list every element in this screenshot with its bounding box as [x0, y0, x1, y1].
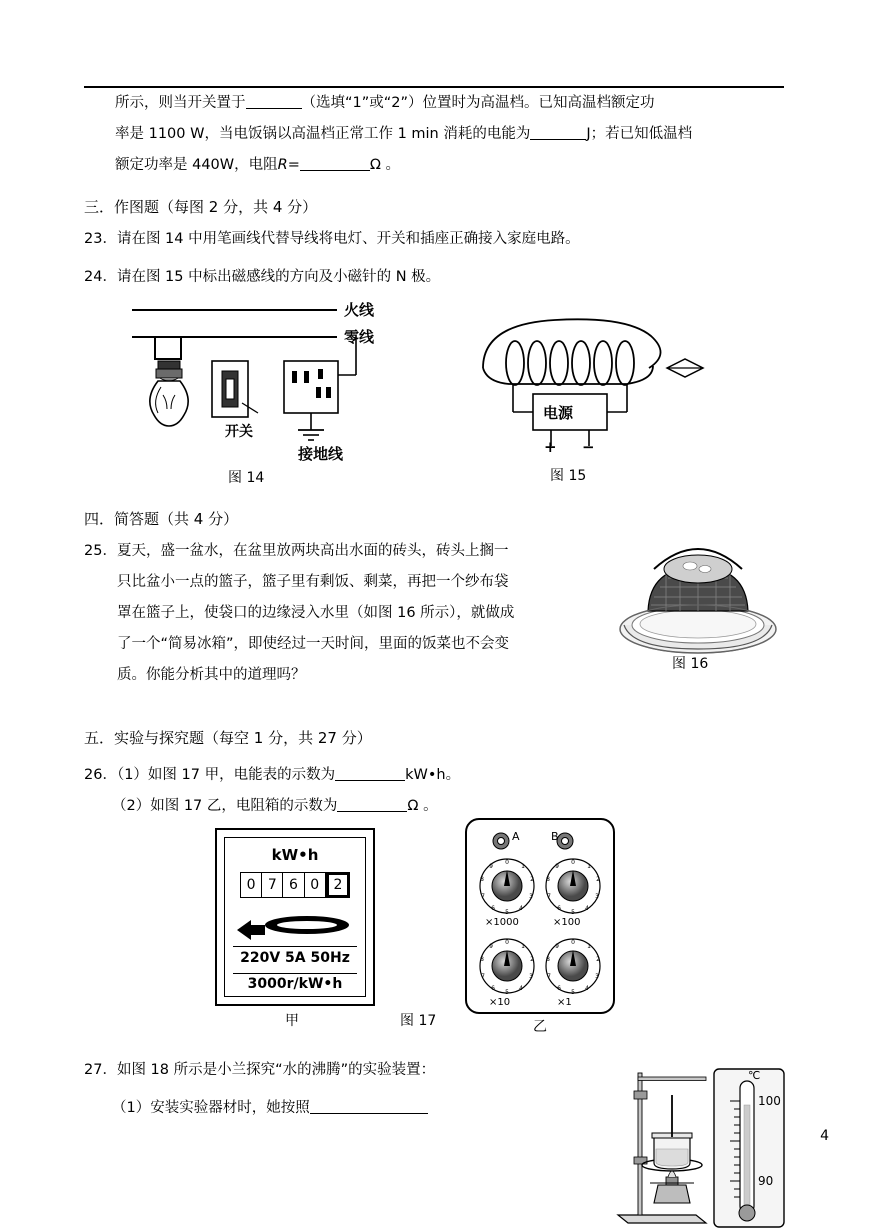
svg-text:9: 9 [555, 863, 559, 870]
section-4-heading: 四．简答题（共 4 分） [84, 510, 239, 528]
live-wire-label: 火线 [344, 301, 375, 319]
register-digit: 6 [283, 873, 304, 897]
blank-field[interactable] [300, 156, 370, 171]
question-26-part2 [112, 791, 438, 822]
figure-16-caption: 图 16 [672, 656, 709, 672]
switch-label: 开关 [225, 424, 253, 440]
question-25-number [84, 536, 117, 567]
svg-text:6: 6 [491, 985, 495, 992]
question-27-part1 [112, 1093, 428, 1124]
power-source-label: 电源 [543, 404, 574, 422]
q22-line-1 [115, 88, 655, 119]
question-26 [84, 760, 460, 791]
meter-divider [233, 946, 357, 947]
thermometer-tick-90: 90 [758, 1174, 774, 1188]
svg-text:1: 1 [587, 863, 591, 870]
q26-part1-text: （1）如图 17 甲，电能表的示数为 [116, 767, 336, 783]
meter-spec-voltage: 220V 5A 50Hz [240, 950, 350, 966]
svg-text:4: 4 [519, 905, 523, 912]
dial-x10-label: ×10 [489, 997, 511, 1008]
svg-text:1: 1 [521, 943, 525, 950]
figure-17-meter [215, 828, 375, 1029]
q25-line-1: 夏天，盛一盆水，在盆里放两块高出水面的砖头，砖头上搁一 [117, 543, 509, 559]
svg-text:0: 0 [505, 859, 509, 866]
q24-text: 请在图 15 中标出磁感线的方向及小磁针的 N 极。 [116, 269, 441, 285]
question-23 [84, 224, 580, 255]
terminal-a-label: A [512, 830, 520, 843]
figure-15 [455, 290, 745, 490]
meter-register [240, 872, 350, 898]
svg-text:9: 9 [489, 943, 493, 950]
negative-terminal-label: − [582, 438, 595, 456]
q23-number: 23． [84, 231, 117, 247]
page-number: 4 [820, 1128, 829, 1144]
svg-text:1: 1 [587, 943, 591, 950]
figure-17-jia-label: 甲 [285, 1013, 299, 1029]
svg-text:8: 8 [480, 956, 484, 963]
question-27 [84, 1055, 435, 1086]
q25-number: 25． [84, 543, 117, 559]
svg-text:7: 7 [481, 893, 485, 900]
meter-unit-label: kW•h [271, 846, 319, 864]
symbol-R: R [277, 157, 288, 173]
svg-text:5: 5 [505, 989, 509, 996]
figure-14 [120, 295, 410, 485]
figure-16 [610, 525, 785, 675]
figure-18 [610, 1065, 790, 1230]
q22-text-d: J；若已知低温档 [586, 126, 693, 142]
svg-text:6: 6 [557, 985, 561, 992]
figure-14-caption: 图 14 [228, 470, 265, 486]
section-5-heading: 五．实验与探究题（每空 1 分，共 27 分） [84, 729, 372, 747]
neutral-wire-label: 零线 [344, 328, 375, 346]
question-24 [84, 262, 440, 293]
positive-terminal-label: + [544, 438, 557, 456]
blank-field[interactable] [335, 766, 405, 781]
dial-x100-label: ×100 [553, 917, 581, 928]
q22-line-3 [115, 150, 400, 181]
svg-text:5: 5 [571, 909, 575, 916]
q22-text-e: 额定功率是 440W，电阻 [115, 157, 278, 173]
meter-divider-2 [233, 973, 357, 974]
register-digit: 0 [241, 873, 262, 897]
svg-text:2: 2 [530, 956, 534, 963]
terminal-b-label: B [551, 830, 559, 843]
q25-line-3: 罩在篮子上，使袋口的边缘浸入水里（如图 16 所示），就做成 [117, 605, 515, 621]
figure-15-drawing [455, 290, 745, 490]
svg-text:2: 2 [596, 876, 600, 883]
svg-text:8: 8 [546, 956, 550, 963]
svg-text:4: 4 [519, 985, 523, 992]
q27-number: 27． [84, 1062, 117, 1078]
svg-text:0: 0 [505, 939, 509, 946]
section-3-heading: 三．作图题（每图 2 分，共 4 分） [84, 198, 318, 216]
figure-17-resistance-box [465, 818, 615, 1035]
thermometer-tick-100: 100 [758, 1094, 781, 1108]
q22-text-b: （选填“1”或“2”）位置时为高温档。已知高温档额定功 [301, 95, 655, 111]
question-25-body [117, 536, 597, 691]
q22-text-g: Ω 。 [369, 157, 401, 173]
q26-part1-unit: kW•h。 [405, 767, 461, 783]
svg-text:7: 7 [481, 973, 485, 980]
resistance-box-terminals [465, 826, 615, 856]
figure-17-yi-label: 乙 [533, 1019, 547, 1035]
svg-text:7: 7 [547, 973, 551, 980]
svg-text:6: 6 [557, 905, 561, 912]
q26-part2-unit: Ω 。 [407, 798, 438, 814]
register-digit: 0 [305, 873, 327, 897]
dial-x10[interactable] [477, 936, 537, 996]
q23-text: 请在图 14 中用笔画线代替导线将电灯、开关和插座正确接入家庭电路。 [116, 231, 580, 247]
q26-number: 26． [84, 767, 117, 783]
meter-disc-indicator [231, 908, 361, 942]
svg-text:9: 9 [489, 863, 493, 870]
dial-x1-label: ×1 [557, 997, 572, 1008]
q22-line-2 [115, 119, 692, 150]
svg-text:4: 4 [585, 905, 589, 912]
svg-text:3: 3 [595, 893, 599, 900]
figure-17-caption: 图 17 [400, 1013, 437, 1029]
blank-field[interactable] [310, 1099, 428, 1114]
dial-x100[interactable] [543, 856, 603, 916]
meter-spec-constant: 3000r/kW•h [247, 976, 343, 992]
figure-15-caption: 图 15 [550, 468, 587, 484]
svg-text:5: 5 [571, 989, 575, 996]
svg-text:8: 8 [480, 876, 484, 883]
q25-line-2: 只比盆小一点的篮子，篮子里有剩饭、剩菜，再把一个纱布袋 [117, 574, 509, 590]
svg-text:2: 2 [596, 956, 600, 963]
ground-label: 接地线 [298, 445, 344, 463]
q27-part1-text: （1）安装实验器材时，她按照 [112, 1100, 310, 1116]
q24-number: 24． [84, 269, 117, 285]
blank-field[interactable] [530, 125, 586, 140]
svg-text:3: 3 [529, 893, 533, 900]
svg-text:3: 3 [595, 973, 599, 980]
q27-text: 如图 18 所示是小兰探究“水的沸腾”的实验装置： [116, 1062, 436, 1078]
figure-14-drawing [120, 295, 410, 485]
q25-line-5: 质。你能分析其中的道理吗？ [117, 667, 306, 683]
svg-text:1: 1 [521, 863, 525, 870]
svg-text:9: 9 [555, 943, 559, 950]
dial-x1[interactable] [543, 936, 603, 996]
dial-x1000[interactable] [477, 856, 537, 916]
svg-text:4: 4 [585, 985, 589, 992]
svg-text:7: 7 [547, 893, 551, 900]
svg-text:6: 6 [491, 905, 495, 912]
figure-18-drawing [610, 1065, 790, 1230]
dial-x1000-label: ×1000 [485, 917, 519, 928]
blank-field[interactable] [337, 797, 407, 812]
register-digit: 7 [262, 873, 283, 897]
svg-text:3: 3 [529, 973, 533, 980]
svg-text:0: 0 [571, 859, 575, 866]
svg-text:0: 0 [571, 939, 575, 946]
svg-text:2: 2 [530, 876, 534, 883]
blank-field[interactable] [246, 94, 302, 109]
thermometer-unit-label: ℃ [748, 1069, 761, 1082]
q25-line-4: 了一个“简易冰箱”，即使经过一天时间，里面的饭菜也不会变 [117, 636, 510, 652]
q22-text-c: 率是 1100 W，当电饭锅以高温档正常工作 1 min 消耗的电能为 [115, 126, 531, 142]
q22-text-a: 所示，则当开关置于 [115, 95, 246, 111]
q26-part2-text: （2）如图 17 乙，电阻箱的示数为 [112, 798, 338, 814]
register-digit-decimal: 2 [327, 873, 349, 897]
q22-text-f: = [287, 157, 300, 173]
svg-text:8: 8 [546, 876, 550, 883]
svg-text:5: 5 [505, 909, 509, 916]
